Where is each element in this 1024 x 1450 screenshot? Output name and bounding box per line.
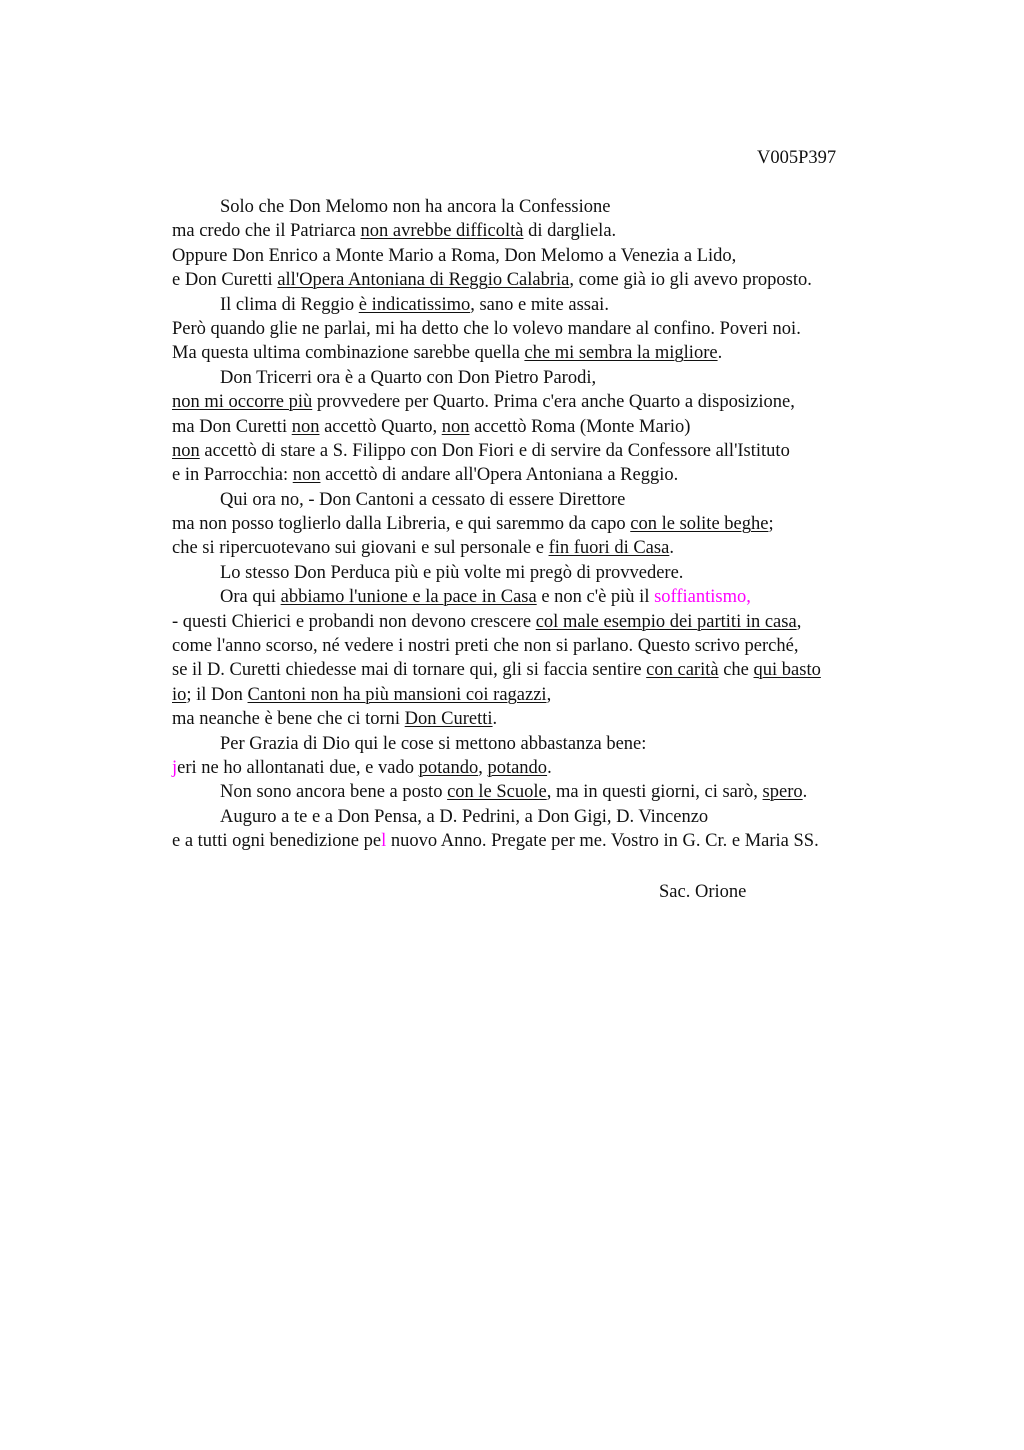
highlighted-text: , bbox=[746, 587, 751, 608]
text-segment: se il D. Curetti chiedesse mai di tornare qui, gli si faccia sentire bbox=[172, 660, 647, 681]
letter-line bbox=[172, 439, 912, 463]
text-segment: ma Don Curetti bbox=[172, 416, 292, 437]
letter-line bbox=[172, 805, 912, 829]
letter-line bbox=[172, 195, 912, 219]
text-segment: Solo che Don Melomo non ha ancora la Confessione bbox=[220, 197, 611, 217]
letter-line bbox=[172, 561, 912, 585]
underlined-text: non bbox=[292, 465, 321, 486]
letter-line bbox=[172, 390, 912, 414]
text-segment: , bbox=[478, 757, 488, 778]
text-segment: , come già io gli avevo proposto. bbox=[569, 270, 812, 291]
text-segment: . bbox=[492, 709, 498, 730]
text-segment: . bbox=[717, 343, 723, 364]
underlined-text: non avrebbe difficoltà bbox=[360, 221, 524, 242]
letter-line bbox=[172, 317, 912, 341]
letter-line bbox=[172, 756, 912, 780]
letter-line bbox=[172, 244, 912, 268]
text-segment: accettò Roma (Monte Mario) bbox=[469, 416, 691, 437]
underlined-text: non bbox=[441, 416, 470, 437]
text-segment: che si ripercuotevano sui giovani e sul personale e bbox=[172, 538, 549, 559]
text-segment: , bbox=[796, 611, 802, 632]
text-segment: e a tutti ogni benedizione pe bbox=[172, 831, 382, 852]
text-segment: Auguro a te e a Don Pensa, a D. Pedrini, a Don Gigi, D. Vincenzo bbox=[220, 806, 709, 827]
text-segment: , sano e mite assai. bbox=[470, 294, 609, 315]
underlined-text: è indicatissimo bbox=[358, 294, 471, 315]
underlined-text: con carità bbox=[646, 660, 719, 681]
letter-line bbox=[172, 463, 912, 487]
text-segment: ma non posso toglierlo dalla Libreria, e qui saremmo da capo bbox=[172, 514, 631, 535]
text-segment: . bbox=[802, 782, 808, 803]
letter-line bbox=[172, 536, 912, 560]
letter-body bbox=[172, 195, 912, 854]
text-segment: Però quando glie ne parlai, mi ha detto che lo volevo mandare al confino. Poveri noi. bbox=[172, 318, 801, 339]
text-segment: accettò di stare a S. Filippo con Don Fiori e di servire da Confessore all'Istituto bbox=[199, 440, 790, 461]
underlined-text: non bbox=[172, 440, 200, 461]
text-segment: - questi Chierici e probandi non devono crescere bbox=[172, 611, 536, 632]
highlighted-text: j bbox=[172, 757, 178, 778]
text-segment: accettò Quarto, bbox=[319, 416, 442, 437]
text-segment: ma neanche è bene che ci torni bbox=[172, 709, 405, 730]
text-segment: Il clima di Reggio bbox=[220, 294, 359, 315]
underlined-text: Cantoni non ha più mansioni coi ragazzi bbox=[247, 684, 547, 705]
letter-line bbox=[172, 219, 912, 243]
letter-line bbox=[172, 732, 912, 756]
letter-line bbox=[172, 268, 912, 292]
underlined-text: potando bbox=[487, 757, 548, 778]
text-segment: provvedere per Quarto. Prima c'era anche Quarto a disposizione, bbox=[312, 392, 795, 413]
text-segment: Oppure Don Enrico a Monte Mario a Roma, Don Melomo a Venezia a Lido, bbox=[172, 245, 737, 266]
underlined-text: col male esempio dei partiti in casa bbox=[535, 611, 797, 632]
text-segment: Don Tricerri ora è a Quarto con Don Pietro Parodi, bbox=[220, 367, 597, 388]
text-segment: . bbox=[547, 757, 552, 778]
letter-line bbox=[172, 634, 912, 658]
letter-line bbox=[172, 512, 912, 536]
letter-line bbox=[172, 293, 912, 317]
text-segment: accettò di andare all'Opera Antoniana a Reggio. bbox=[320, 465, 679, 486]
text-segment: Qui ora no, - Don Cantoni a cessato di essere Direttore bbox=[220, 489, 626, 510]
underlined-text: che mi sembra la migliore bbox=[524, 343, 718, 364]
underlined-text: qui basto bbox=[753, 660, 821, 681]
text-segment: ; il Don bbox=[186, 684, 248, 705]
letter-line bbox=[172, 415, 912, 439]
text-segment: come l'anno scorso, né vedere i nostri preti che non si parlano. Questo scrivo perché, bbox=[172, 636, 799, 657]
highlighted-text: l bbox=[381, 831, 387, 852]
page-reference: V005P397 bbox=[757, 148, 837, 168]
text-segment: . bbox=[669, 538, 674, 559]
text-segment: ma credo che il Patriarca bbox=[172, 221, 361, 242]
letter-line bbox=[172, 829, 912, 853]
letter-line bbox=[172, 707, 912, 731]
underlined-text: non bbox=[291, 416, 320, 437]
text-segment: Per Grazia di Dio qui le cose si mettono abbastanza bene: bbox=[220, 733, 647, 754]
underlined-text: con le Scuole bbox=[447, 782, 547, 803]
letter-line bbox=[172, 341, 912, 365]
underlined-text: non mi occorre più bbox=[172, 392, 313, 413]
text-segment: e in Parrocchia: bbox=[172, 465, 293, 486]
text-segment: ; bbox=[768, 514, 774, 535]
text-segment: e non c'è più il bbox=[536, 587, 655, 608]
letter-line bbox=[172, 610, 912, 634]
text-segment: che bbox=[718, 660, 754, 681]
underlined-text: Don Curetti bbox=[404, 709, 493, 730]
signature: Sac. Orione bbox=[659, 882, 747, 902]
underlined-text: abbiamo l'unione e la pace in Casa bbox=[280, 587, 537, 608]
text-segment: , ma in questi giorni, ci sarò, bbox=[546, 782, 763, 803]
text-segment: Ma questa ultima combinazione sarebbe quella bbox=[172, 343, 525, 364]
letter-line bbox=[172, 780, 912, 804]
text-segment: Non sono ancora bene a posto bbox=[220, 782, 448, 803]
text-segment: e Don Curetti bbox=[172, 270, 278, 291]
underlined-text: all'Opera Antoniana di Reggio Calabria bbox=[277, 270, 570, 291]
letter-line bbox=[172, 488, 912, 512]
underlined-text: spero bbox=[762, 782, 803, 803]
letter-line bbox=[172, 366, 912, 390]
text-segment: Ora qui bbox=[220, 587, 281, 608]
text-segment: Lo stesso Don Perduca più e più volte mi pregò di provvedere. bbox=[220, 562, 684, 583]
text-segment: nuovo Anno. Pregate per me. Vostro in G. Cr. e Maria SS. bbox=[386, 831, 819, 852]
underlined-text: con le solite beghe bbox=[630, 514, 769, 535]
text-segment: eri ne ho allontanati due, e vado bbox=[177, 757, 419, 778]
letter-line bbox=[172, 683, 912, 707]
text-segment: di dargliela. bbox=[523, 221, 617, 242]
letter-line bbox=[172, 585, 912, 609]
underlined-text: fin fuori di Casa bbox=[548, 538, 670, 559]
underlined-text: io bbox=[172, 684, 187, 705]
text-segment: , bbox=[546, 684, 552, 705]
underlined-text: potando bbox=[418, 757, 479, 778]
letter-line bbox=[172, 658, 912, 682]
highlighted-text: soffiantismo bbox=[654, 587, 747, 608]
